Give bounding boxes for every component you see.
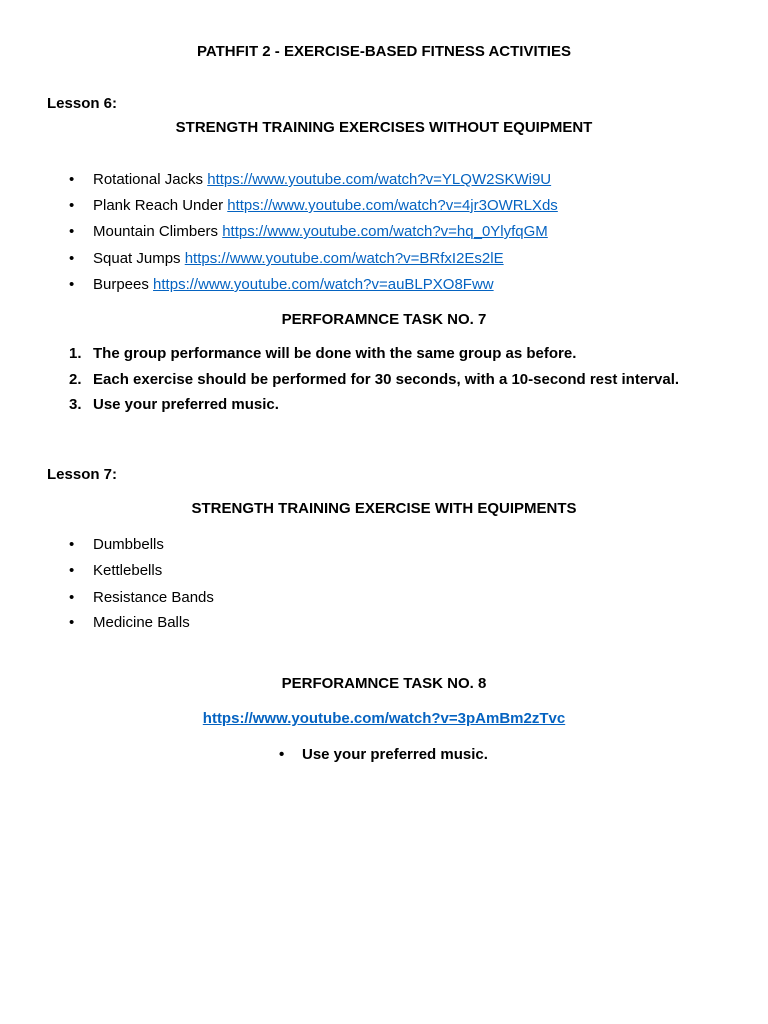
exercise-video-link[interactable]: https://www.youtube.com/watch?v=hq_0YlyfqGM bbox=[222, 223, 548, 240]
bullet-icon: • bbox=[69, 562, 75, 579]
item-number: 2. bbox=[69, 371, 82, 388]
bullet-icon: • bbox=[69, 536, 75, 553]
equipment-name: Resistance Bands bbox=[93, 589, 214, 606]
exercise-name: Mountain Climbers bbox=[93, 223, 219, 240]
exercise-name: Squat Jumps bbox=[93, 250, 181, 267]
equipment-name: Medicine Balls bbox=[93, 614, 190, 631]
exercise-video-link[interactable]: https://www.youtube.com/watch?v=auBLPXO8Fww bbox=[153, 276, 494, 293]
lesson-6-label: Lesson 6: bbox=[47, 95, 118, 112]
lesson-6-heading: STRENGTH TRAINING EXERCISES WITHOUT EQUIPMENT bbox=[175, 119, 593, 136]
task-8-link-row bbox=[0, 710, 768, 728]
bullet-icon: • bbox=[69, 223, 75, 240]
task-8-video-link[interactable]: https://www.youtube.com/watch?v=3pAmBm2zTvc bbox=[202, 710, 566, 727]
bullet-icon: • bbox=[69, 197, 75, 214]
equipment-name: Dumbbells bbox=[93, 536, 164, 553]
exercise-video-link[interactable]: https://www.youtube.com/watch?v=4jr3OWRLXds bbox=[227, 197, 558, 214]
task-8-note-text: Use your preferred music. bbox=[302, 746, 488, 763]
exercise-name: Rotational Jacks bbox=[93, 171, 204, 188]
equipment-name: Kettlebells bbox=[93, 562, 163, 579]
exercise-name: Plank Reach Under bbox=[93, 197, 224, 214]
task-8-heading: PERFORAMNCE TASK NO. 8 bbox=[281, 675, 487, 692]
bullet-icon: • bbox=[69, 276, 75, 293]
exercise-video-link[interactable]: https://www.youtube.com/watch?v=BRfxI2Es2lE bbox=[184, 250, 504, 267]
document-title: PATHFIT 2 - EXERCISE-BASED FITNESS ACTIVITIES bbox=[197, 43, 571, 60]
exercise-name: Burpees bbox=[93, 276, 149, 293]
item-number: 1. bbox=[69, 345, 82, 362]
item-number: 3. bbox=[69, 396, 82, 413]
bullet-icon: • bbox=[279, 746, 285, 763]
bullet-icon: • bbox=[69, 171, 75, 188]
bullet-icon: • bbox=[69, 250, 75, 267]
task-7-heading: PERFORAMNCE TASK NO. 7 bbox=[281, 311, 487, 328]
bullet-icon: • bbox=[69, 614, 75, 631]
item-text: Use your preferred music. bbox=[93, 396, 279, 413]
bullet-icon: • bbox=[69, 589, 75, 606]
lesson-7-label: Lesson 7: bbox=[47, 466, 118, 483]
exercise-video-link[interactable]: https://www.youtube.com/watch?v=YLQW2SKWi9U bbox=[207, 171, 552, 188]
item-text: The group performance will be done with the same group as before. bbox=[93, 345, 577, 362]
item-text: Each exercise should be performed for 30 seconds, with a 10-second rest interval. bbox=[93, 371, 680, 388]
lesson-7-heading: STRENGTH TRAINING EXERCISE WITH EQUIPMENTS bbox=[191, 500, 577, 517]
